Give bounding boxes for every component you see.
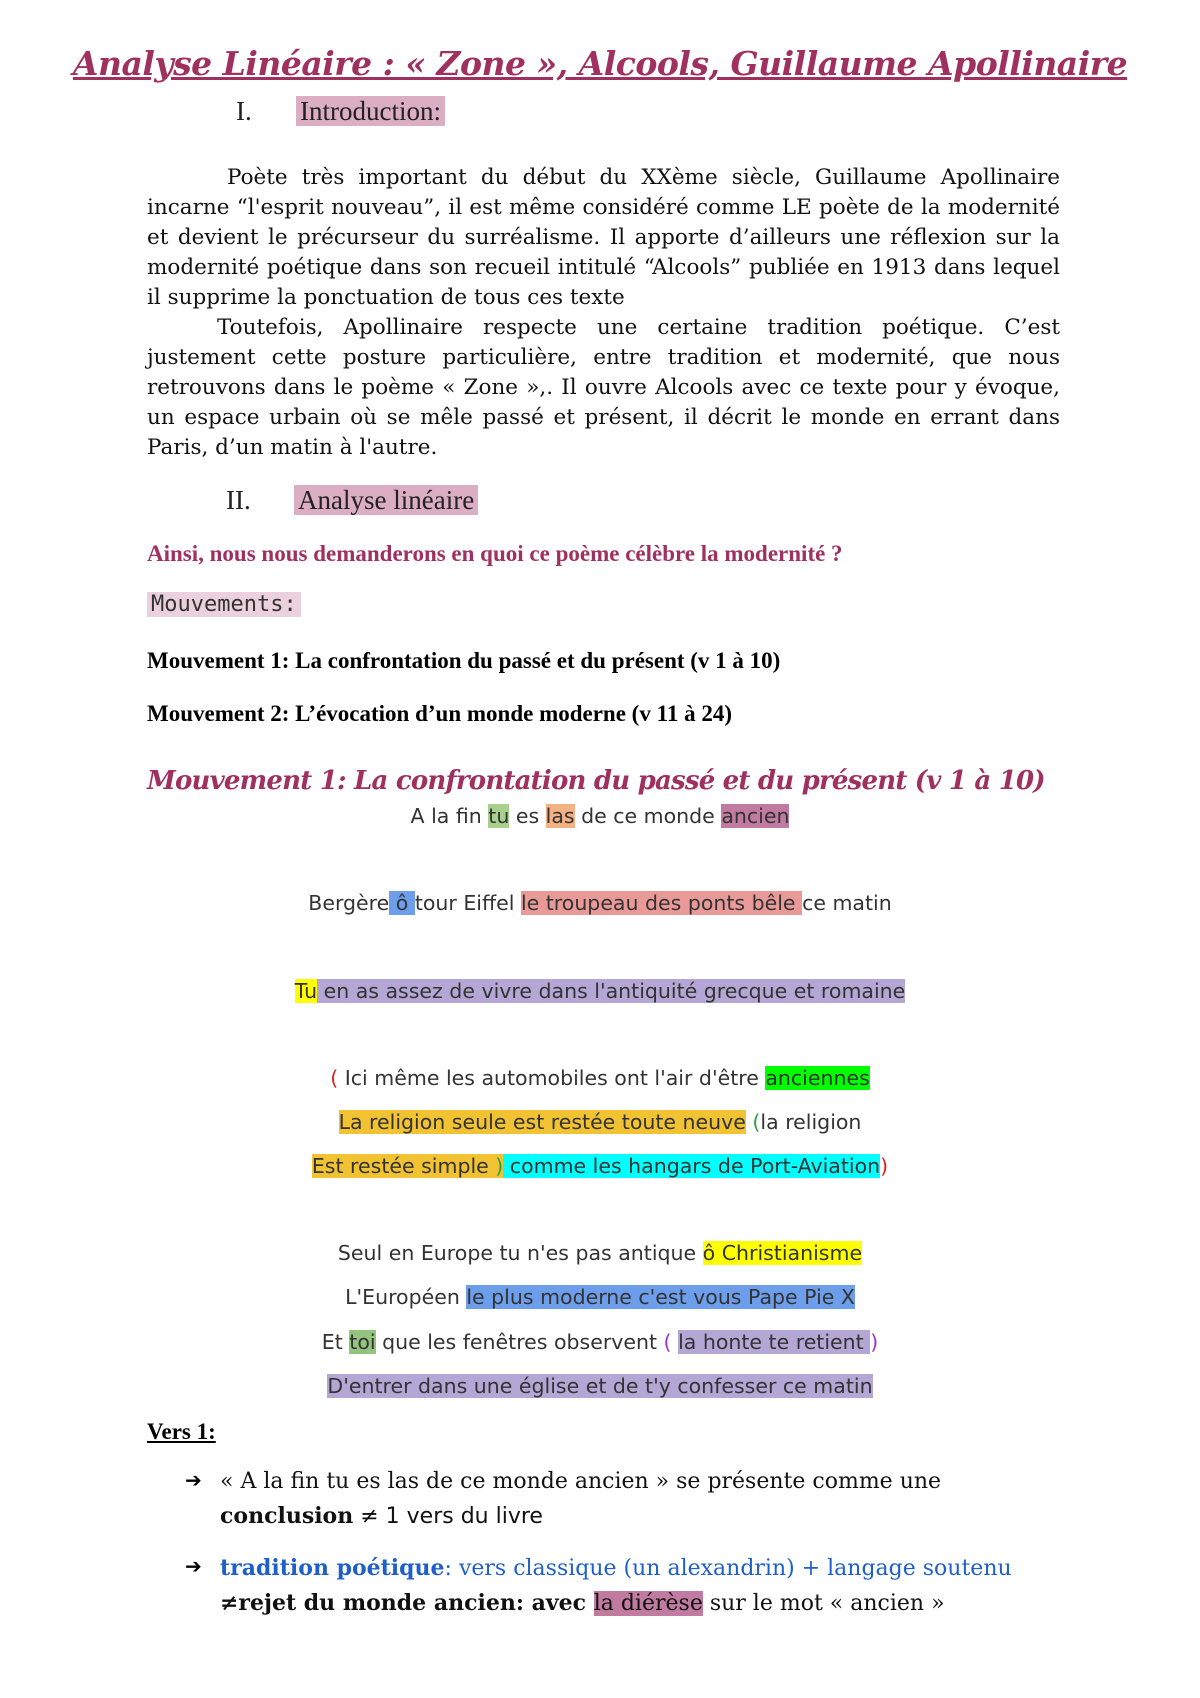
poem-line-5 [0,1110,1200,1134]
poem-line-7 [0,1241,1200,1265]
bullet-blue-bold: tradition poétique [220,1555,445,1581]
poem-highlight: ô Christianisme [702,1241,863,1265]
poem-highlight: las [545,804,575,828]
poem-segment: la religion [760,1110,862,1134]
poem-highlight: La religion seule est restée toute neuve [338,1110,746,1134]
poem-parenthesis: ) [880,1154,889,1178]
poem-segment: Et [321,1330,350,1354]
mouvement-1-heading: Mouvement 1: La confrontation du passé et du présent (v 1 à 10) [147,766,1045,796]
intro-paragraph-1: Poète très important du début du XXème siècle, Guillaume Apollinaire incarne “l'esprit nouveau”, il est même considéré comme LE poète de la modernité et devient le précurseur du surréalisme. Il apporte d’ailleurs une réflexion sur la modernité poétique dans son recueil intitulé “Alcools” publiée en 1913 dans lequel il supprime la ponctuation de tous ces texte [147,165,1060,310]
section-title: Analyse linéaire [294,485,478,515]
poem-segment: que les fenêtres observent [375,1330,664,1354]
mouvement-1-summary: Mouvement 1: La confrontation du passé et du présent (v 1 à 10) [147,648,781,673]
vers-1-bullet-2 [220,1551,1060,1621]
poem-segment: L'Européen [345,1285,467,1309]
bullet-text: « A la fin tu es las de ce monde ancien » se présente comme une [220,1469,942,1494]
arrow-right-icon: ➔ [185,1554,202,1578]
poem-line-2 [0,891,1200,915]
poem-highlight: anciennes [765,1066,870,1090]
poem-line-6 [0,1154,1200,1178]
vers-1-bullet-1 [220,1465,1060,1534]
mouvements-label-text: Mouvements: [147,592,301,617]
vers-1-heading: Vers 1: [147,1419,216,1444]
bullet-text: sur le mot « ancien » [702,1591,945,1616]
poem-highlight: toi [349,1330,376,1354]
bullet-bold: conclusion [220,1503,354,1529]
section-number: I. [236,96,252,126]
poem-segment: Bergère [308,891,390,915]
poem-highlight: ancien [721,804,790,828]
poem-line-9 [0,1330,1200,1354]
poem-line-10 [0,1374,1200,1398]
bullet-bold: ≠rejet du monde ancien: avec [220,1590,594,1616]
poem-highlight: le plus moderne c'est vous Pape Pie X [466,1285,855,1309]
poem-parenthesis: ) [495,1154,504,1178]
poem-parenthesis: ( [752,1110,761,1134]
poem-highlight: ô [389,891,415,915]
bullet-highlight: la diérèse [593,1591,703,1616]
poem-highlight: la honte te retient [678,1330,864,1354]
poem-highlight: tu [488,804,510,828]
section-title: Introduction: [296,96,445,126]
bullet-text: ≠ 1 vers du livre [353,1504,543,1529]
poem-parenthesis: ( [330,1066,339,1090]
section-intro-heading [236,96,445,127]
poem-highlight: Tu [294,979,318,1003]
poem-highlight: comme les hangars de Port-Aviation [503,1154,881,1178]
poem-segment: es [509,804,546,828]
bullet-blue: : vers classique (un alexandrin) + langage soutenu [444,1556,1012,1581]
poem-line-1 [0,804,1200,828]
problematique: Ainsi, nous nous demanderons en quoi ce poème célèbre la modernité ? [147,541,843,566]
arrow-right-icon: ➔ [185,1468,202,1492]
mouvements-label [147,592,301,617]
poem-segment: Seul en Europe tu n'es pas antique [337,1241,703,1265]
section-number: II. [226,485,251,515]
poem-parenthesis: ) [870,1330,879,1354]
poem-segment: ce matin [802,891,892,915]
poem-highlight: en as assez de vivre dans l'antiquité grecque et romaine [317,979,906,1003]
poem-line-8 [0,1285,1200,1309]
mouvement-2-summary: Mouvement 2: L’évocation d’un monde moderne (v 11 à 24) [147,701,732,726]
poem-segment: A la fin [410,804,489,828]
poem-segment: tour Eiffel [414,891,521,915]
poem-segment: Ici même les automobiles ont l'air d'être [338,1066,766,1090]
poem-parenthesis: ( [663,1330,672,1354]
section-analyse-heading [226,485,478,516]
document-title: Analyse Linéaire : « Zone », Alcools, Guillaume Apollinaire [72,44,1128,83]
poem-segment: de ce monde [574,804,722,828]
intro-text [147,163,1060,463]
intro-paragraph-2: Toutefois, Apollinaire respecte une certaine tradition poétique. C’est justement cette posture particulière, entre tradition et modernité, que nous retrouvons dans le poème « Zone »,. Il ouvre Alcools avec ce texte pour y évoque, un espace urbain où se mêle passé et présent, il décrit le monde en errant dans Paris, d’un matin à l'autre. [147,315,1060,460]
poem-highlight: Est restée simple [311,1154,496,1178]
poem-highlight: le troupeau des ponts bêle [520,891,803,915]
poem-highlight: D'entrer dans une église et de t'y confesser ce matin [327,1374,873,1398]
poem-line-3 [0,979,1200,1003]
poem-line-4 [0,1066,1200,1090]
